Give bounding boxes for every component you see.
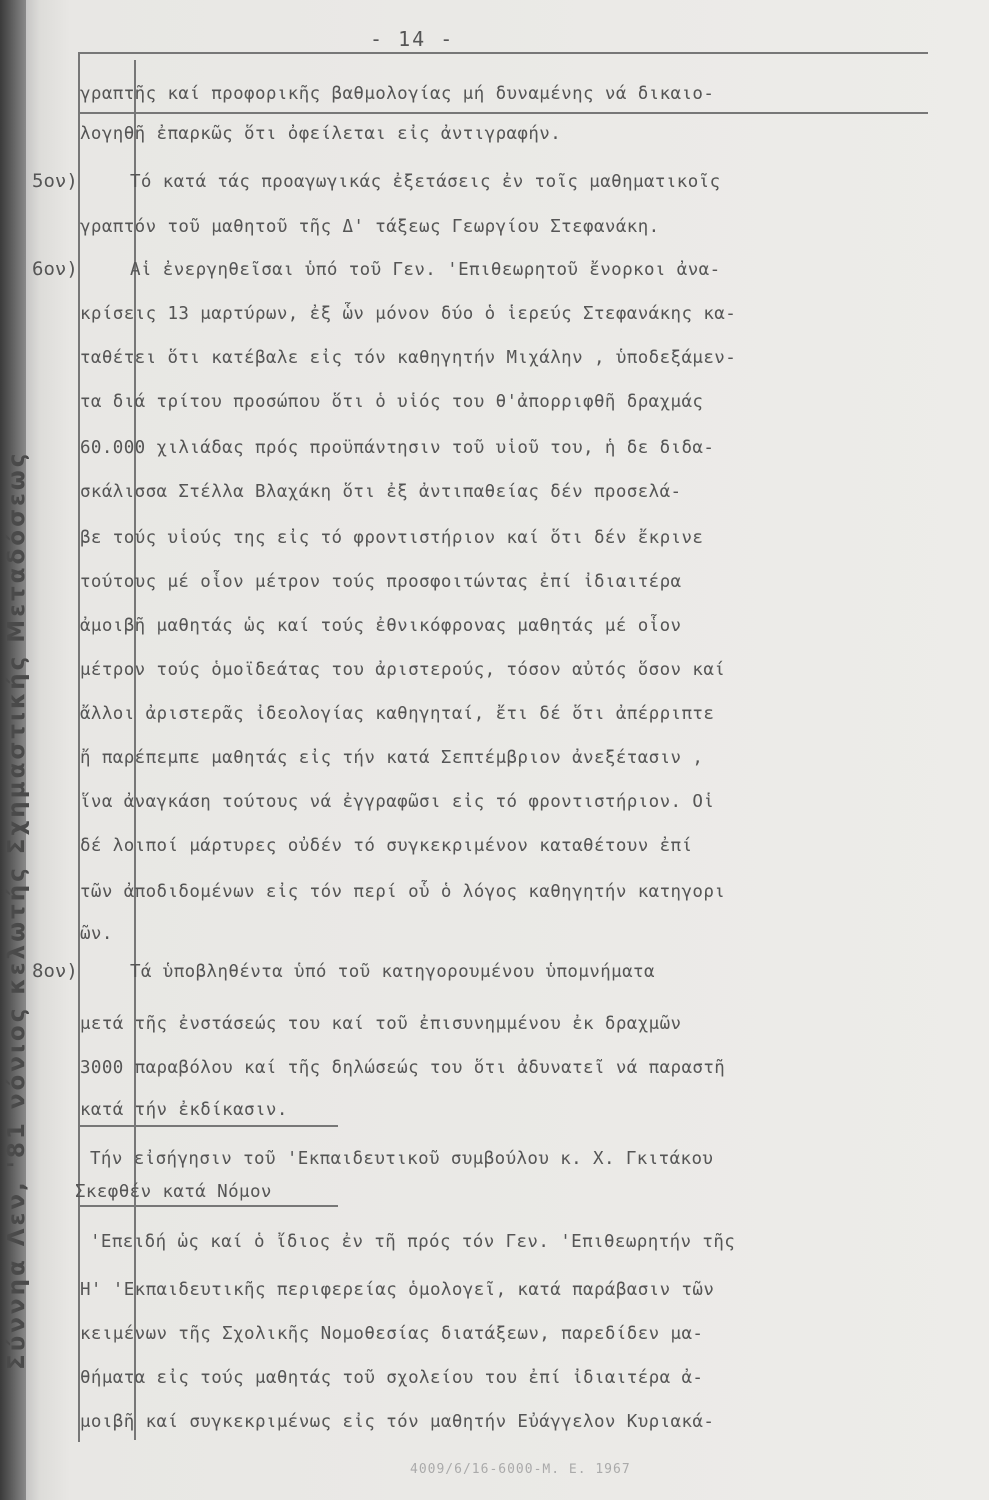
text-line: μέτρον τούς ὁμοϊδεάτας του ἀριστερούς, τόσον αὐτός ὅσον καί <box>80 660 726 680</box>
text-line: ῶν. <box>80 924 113 944</box>
text-line: μετά τῆς ἐνστάσεώς του καί τοῦ ἐπισυνημμένου ἐκ δραχμῶν <box>80 1014 682 1034</box>
item-number-6: 6ον) <box>32 258 78 280</box>
text-line: δέ λοιποί μάρτυρες οὐδέν τό συγκεκριμένον καταθέτουν ἐπί <box>80 836 693 856</box>
text-line: γραπτῆς καί προφορικῆς βαθμολογίας μή δυναμένης νά δικαιο- <box>80 84 715 104</box>
text-line: Τά ὑποβληθέντα ὑπό τοῦ κατηγορουμένου ὑπομνήματα <box>130 962 655 982</box>
text-line: βε τούς υἱούς της εἰς τό φροντιστήριον καί ὅτι δέν ἔκρινε <box>80 528 704 548</box>
text-line: 'Επειδή ὡς καί ὁ ἴδιος ἐν τῆ πρός τόν Γεν. 'Επιθεωρητήν τῆς <box>90 1232 736 1252</box>
text-line: κρίσεις 13 μαρτύρων, ἐξ ὧν μόνον δύο ὁ ἱερεύς Στεφανάκης κα- <box>80 304 737 324</box>
text-line: Τήν εἰσήγησιν τοῦ 'Εκπαιδευτικοῦ συμβούλου κ. Χ. Γκιτάκου <box>90 1149 714 1169</box>
text-line: ἀμοιβῆ μαθητάς ὡς καί τούς ἐθνικόφρονας μαθητάς μέ οἷον <box>80 616 682 636</box>
text-line: μοιβῆ καί συγκεκριμένως εἰς τόν μαθητήν Εὐάγγελον Κυριακά- <box>80 1412 715 1432</box>
text-line: 3000 παραβόλου καί τῆς δηλώσεώς του ὅτι ἀδυνατεῖ νά παραστῆ <box>80 1058 726 1078</box>
text-line: ἄλλοι ἀριστερᾶς ἰδεολογίας καθηγηταί, ἔτι δέ ὅτι ἀπέρριπτε <box>80 704 715 724</box>
footer-print-code: 4009/6/16-6000-Μ. Ε. 1967 <box>410 1462 631 1477</box>
text-line: κειμένων τῆς Σχολικῆς Νομοθεσίας διατάξεων, παρεδίδεν μα- <box>80 1324 704 1344</box>
item-number-8: 8ον) <box>32 960 78 982</box>
text-line: τούτους μέ οἷον μέτρον τούς προσφοιτώντας ἐπί ἰδιαιτέρα <box>80 572 682 592</box>
page-number: - 14 - <box>370 27 455 51</box>
text-line: ταθέτει ὅτι κατέβαλε εἰς τόν καθηγητήν Μιχάλην , ὑποδεξάμεν- <box>80 348 737 368</box>
section-rule <box>78 1205 338 1207</box>
text-line: τῶν ἀποδιδομένων εἰς τόν περί οὗ ὁ λόγος καθηγητήν κατηγορι <box>80 882 726 902</box>
section-rule <box>78 1125 338 1127</box>
text-line: λογηθῆ ἐπαρκῶς ὅτι ὀφείλεται εἰς ἀντιγραφήν. <box>80 124 562 144</box>
section-rule <box>78 112 928 114</box>
text-line: Σκεφθέν κατά Νόμον <box>75 1182 272 1202</box>
header-rule <box>78 52 928 54</box>
text-line: Η' 'Εκπαιδευτικῆς περιφερείας ὁμολογεῖ, κατά παράβασιν τῶν <box>80 1280 715 1300</box>
text-line: κατά τήν ἐκδίκασιν. <box>80 1100 288 1120</box>
item-number-5: 5ον) <box>32 170 78 192</box>
text-line: σκάλισσα Στέλλα Βλαχάκη ὅτι ἐξ ἀντιπαθείας δέν προσελά- <box>80 482 682 502</box>
text-line: τα διά τρίτου προσώπου ὅτι ὁ υἱός του θ'ἀπορριφθῆ δραχμάς <box>80 392 704 412</box>
text-line: ἵνα ἀναγκάση τούτους νά ἐγγραφῶσι εἰς τό φροντιστήριον. Οἱ <box>80 792 715 812</box>
text-line: γραπτόν τοῦ μαθητοῦ τῆς Δ' τάξεως Γεωργίου Στεφανάκη. <box>80 217 660 237</box>
text-line: ἤ παρέπεμπε μαθητάς εἰς τήν κατά Σεπτέμβριον ἀνεξέτασιν , <box>80 748 704 768</box>
text-line: θήματα εἰς τούς μαθητάς τοῦ σχολείου του ἐπί ἰδιαιτέρα ἀ- <box>80 1368 704 1388</box>
side-stamp: Σύννηα Λεν, '81 νόνιος κελωτής Σχημαστικής Μεταδόσεως <box>4 450 30 1370</box>
text-line: Τό κατά τάς προαγωγικάς ἐξετάσεις ἐν τοῖς μαθηματικοῖς <box>130 172 721 192</box>
text-line: 60.000 χιλιάδας πρός προϋπάντησιν τοῦ υἱοῦ του, ἡ δε διδα- <box>80 438 715 458</box>
text-line: Αἱ ἐνεργηθεῖσαι ὑπό τοῦ Γεν. 'Επιθεωρητοῦ ἔνορκοι ἀνα- <box>130 260 721 280</box>
